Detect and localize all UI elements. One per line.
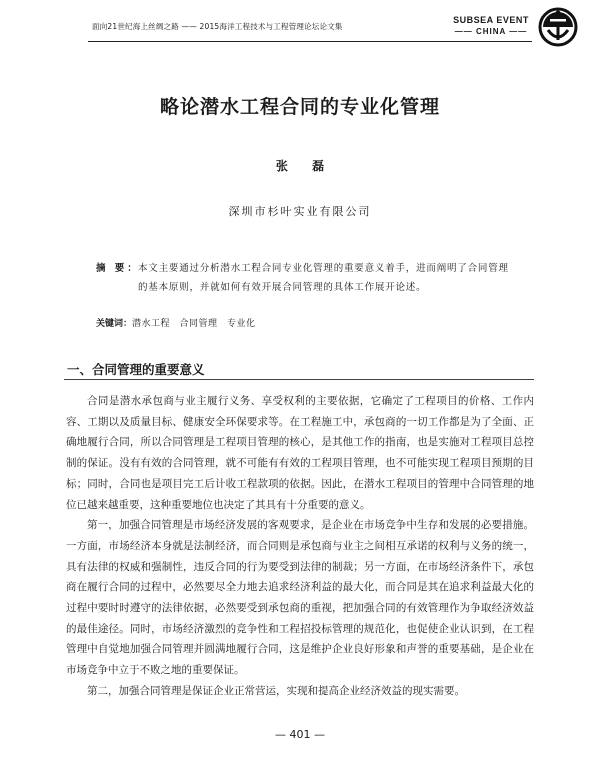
abstract: [96, 259, 516, 297]
brand-line-1: SUBSEA EVENT: [453, 15, 529, 25]
author-name: 张 磊: [275, 159, 335, 173]
header-rule: [88, 41, 532, 42]
body-paragraph: 合同是潜水承包商与业主履行义务、享受权利的主要依据，它确定了工程项目的价格、工作内容、工期以及质量目标、健康安全环保要求等。在工程施工中，承包商的一切工作都是为了全面、正确地履行合同，所以合同管理是工程项目管理的核心，是其他工作的指南，也是实施对工程项目总控制的保证。没有有效的合同管理，就不可能有有效的工程项目管理，也不可能实现工程项目预期的目标；同时，合同也是项目完工后计收工程款项的依据。因此，在潜水工程项目的管理中合同管理的地位已越来越重要，这种重要地位也决定了其具有十分重要的意义。: [66, 395, 534, 511]
section-rule: [64, 379, 534, 380]
paper-title: 略论潜水工程合同的专业化管理: [159, 96, 440, 118]
brand-name: [446, 15, 536, 36]
body-paragraph: 第二，加强合同管理是保证企业正常营运，实现和提高企业经济效益的现实需要。: [87, 684, 465, 697]
keywords-text: 潜水工程 合同管理 专业化: [132, 319, 256, 329]
body-text: [66, 391, 534, 702]
anchor-logo-icon: [537, 6, 579, 48]
brand-line-2: —— CHINA ——: [454, 27, 528, 36]
abstract-label: 摘 要：: [96, 263, 140, 274]
section-heading: 一、合同管理的重要意义: [67, 362, 205, 377]
keywords: [96, 316, 516, 329]
keywords-label: 关键词：: [96, 319, 133, 329]
author-affiliation: 深圳市杉叶实业有限公司: [228, 205, 372, 218]
body-paragraph: 第一，加强合同管理是市场经济发展的客观要求，是企业在市场竞争中生存和发展的必要措施。一方面，市场经济本身就是法制经济，而合同则是承包商与业主之间相互承诺的权利与义务的统一，具有法律的权威和强制性，违反合同的行为要受到法律的制裁；另一方面，在市场经济条件下，承包商在履行合同的过程中，必然要尽全力地去追求经济利益的最大化，而合同是其在追求利益最大化的过程中要时时遵守的法律依据，必然要受到承包商的重视，把加强合同的有效管理作为争取经济效益的最佳途径。同时，市场经济激烈的竞争性和工程招投标管理的规范化，也促使企业认识到，在工程管理中自觉地加强合同管理并圆满地履行合同，这是维护企业良好形象和声誉的重要基础，是企业在市场竞争中立于不败之地的重要保证。: [66, 519, 534, 677]
running-header: 面向21世纪海上丝绸之路 —— 2015海洋工程技术与工程管理论坛论文集: [92, 22, 343, 31]
abstract-text: 本文主要通过分析潜水工程合同专业化管理的重要意义着手，进而阐明了合同管理的基本原则，并就如何有效开展合同管理的具体工作展开论述。: [138, 263, 509, 293]
page-number: — 401 —: [275, 728, 325, 741]
